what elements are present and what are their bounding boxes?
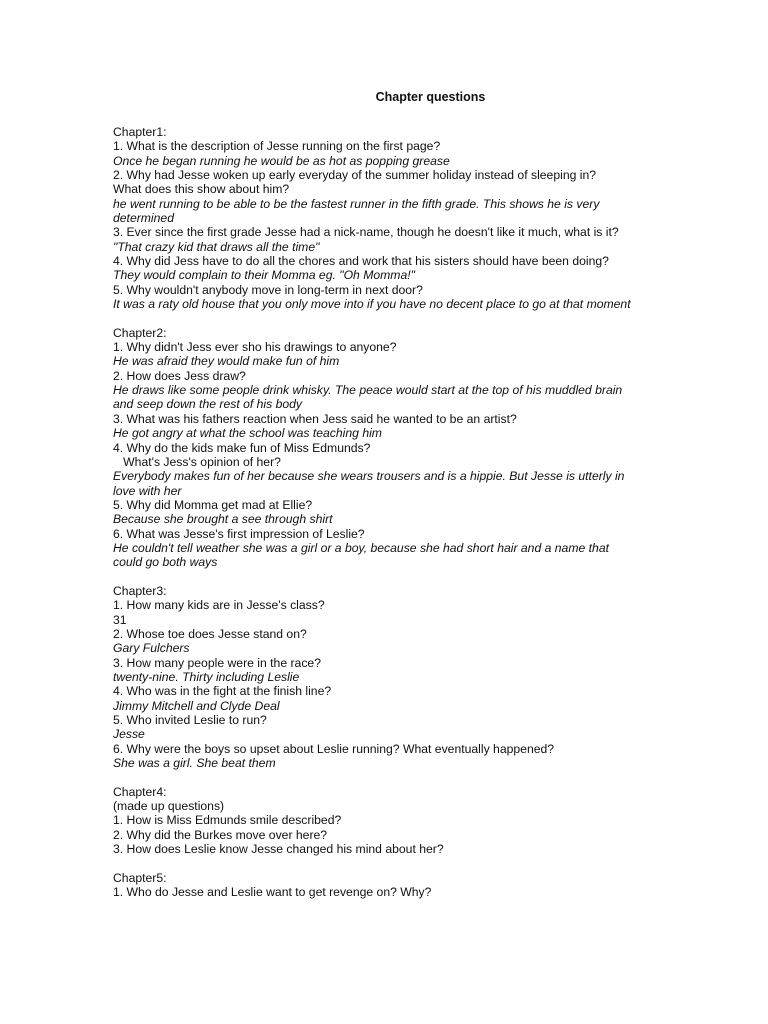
answer-line: He got angry at what the school was teaching him xyxy=(113,426,382,441)
question-line: 3. How does Leslie know Jesse changed his mind about her? xyxy=(113,842,444,857)
answer-line: Once he began running he would be as hot as popping grease xyxy=(113,153,450,168)
chapter-heading: Chapter4: xyxy=(113,784,167,799)
answer-line: Jesse xyxy=(113,727,145,742)
question-line: 3. How many people were in the race? xyxy=(113,655,321,670)
question-line: 1. Who do Jesse and Leslie want to get revenge on? Why? xyxy=(113,885,432,900)
answer-line: twenty-nine. Thirty including Leslie xyxy=(113,669,300,684)
answer-line: "That crazy kid that draws all the time" xyxy=(113,239,320,254)
question-line: 4. Who was in the fight at the finish line? xyxy=(113,684,332,699)
answer-line: he went running to be able to be the fastest runner in the fifth grade. This shows he is very xyxy=(113,196,600,211)
question-line: (made up questions) xyxy=(113,799,225,814)
answer-line: Because she brought a see through shirt xyxy=(113,512,333,527)
chapter-section xyxy=(113,326,708,570)
question-line: 3. Ever since the first grade Jesse had a nick-name, though he doesn't like it much, what is it? xyxy=(113,225,619,240)
chapter-section xyxy=(113,584,708,770)
question-line: 5. Why wouldn't anybody move in long-term in next door? xyxy=(113,282,423,297)
chapter-sections xyxy=(113,125,708,899)
question-line: 2. Why did the Burkes move over here? xyxy=(113,827,328,842)
question-line: What does this show about him? xyxy=(113,182,290,197)
chapter-heading: Chapter3: xyxy=(113,583,167,598)
chapter-heading: Chapter2: xyxy=(113,325,167,340)
question-line: 5. Why did Momma get mad at Ellie? xyxy=(113,497,313,512)
question-line: 1. Why didn't Jess ever sho his drawings to anyone? xyxy=(113,340,397,355)
question-line: 4. Why do the kids make fun of Miss Edmunds? xyxy=(113,440,371,455)
question-line: 5. Who invited Leslie to run? xyxy=(113,713,267,727)
question-line: 6. What was Jesse's first impression of Leslie? xyxy=(113,526,365,541)
chapter-section xyxy=(113,785,708,857)
answer-line: could go both ways xyxy=(113,555,218,570)
question-line: What's Jess's opinion of her? xyxy=(113,454,281,469)
question-line: 1. How is Miss Edmunds smile described? xyxy=(113,813,342,828)
question-line: 3. What was his fathers reaction when Jess said he wanted to be an artist? xyxy=(113,411,517,426)
answer-line: He draws like some people drink whisky. The peace would start at the top of his muddled brain xyxy=(113,383,623,398)
question-line: 31 xyxy=(113,612,127,627)
answer-line: Everybody makes fun of her because she wears trousers and is a hippie. But Jesse is utterly in xyxy=(113,469,625,484)
question-line: 4. Why did Jess have to do all the chores and work that his sisters should have been doing? xyxy=(113,254,609,269)
answer-line: They would complain to their Momma eg. "Oh Momma!" xyxy=(113,268,415,283)
chapter-section xyxy=(113,871,708,900)
document-title: Chapter questions xyxy=(375,90,486,104)
question-line: 1. How many kids are in Jesse's class? xyxy=(113,598,325,613)
question-line: 1. What is the description of Jesse running on the first page? xyxy=(113,139,441,154)
answer-line: It was a raty old house that you only move into if you have no decent place to go at that moment xyxy=(113,297,631,312)
answer-line: Gary Fulchers xyxy=(113,641,190,656)
answer-line: She was a girl. She beat them xyxy=(113,756,276,771)
question-line: 2. Whose toe does Jesse stand on? xyxy=(113,626,307,641)
question-line: 2. How does Jess draw? xyxy=(113,368,246,383)
chapter-section xyxy=(113,125,708,311)
answer-line: determined xyxy=(113,211,174,226)
answer-line: love with her xyxy=(113,483,182,498)
answer-line: He couldn't tell weather she was a girl or a boy, because she had short hair and a name that xyxy=(113,540,609,555)
chapter-heading: Chapter5: xyxy=(113,870,167,885)
answer-line: He was afraid they would make fun of him xyxy=(113,354,340,369)
chapter-heading: Chapter1: xyxy=(113,125,167,139)
answer-line: Jimmy Mitchell and Clyde Deal xyxy=(113,698,280,713)
question-line: 6. Why were the boys so upset about Leslie running? What eventually happened? xyxy=(113,741,555,756)
question-line: 2. Why had Jesse woken up early everyday of the summer holiday instead of sleeping in? xyxy=(113,168,597,183)
answer-line: and seep down the rest of his body xyxy=(113,397,303,412)
